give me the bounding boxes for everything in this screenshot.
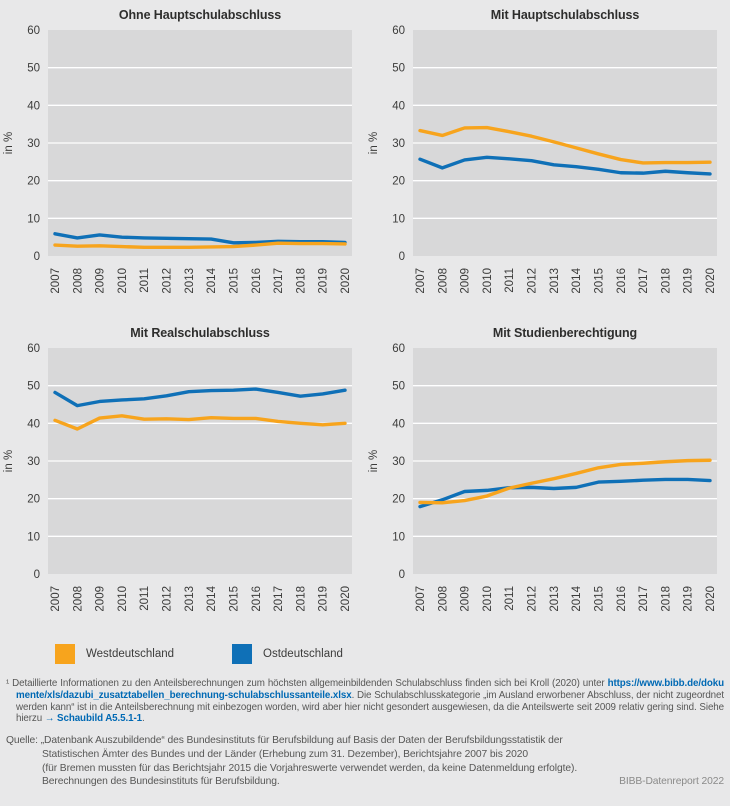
svg-text:60: 60 (392, 343, 405, 355)
chart-title: Ohne Hauptschulabschluss (118, 8, 282, 22)
svg-text:2018: 2018 (660, 268, 673, 294)
chart-mit-studienberechtigung (365, 318, 730, 636)
svg-text:2018: 2018 (295, 268, 308, 294)
svg-text:20: 20 (392, 493, 405, 506)
svg-text:50: 50 (392, 380, 405, 393)
svg-text:2009: 2009 (94, 586, 107, 612)
svg-text:20: 20 (27, 175, 40, 188)
source-block (6, 734, 724, 789)
svg-text:2015: 2015 (593, 586, 606, 612)
chart-title: Mit Realschulabschluss (130, 326, 270, 340)
svg-text:in %: in % (3, 131, 15, 155)
source-line: Statistischen Ämter des Bundes und der Länder (Erhebung zum 31. Dezember), Berichtsjahre 2007 bis 2020 (42, 748, 529, 760)
svg-text:2020: 2020 (705, 268, 717, 294)
svg-text:50: 50 (27, 380, 40, 393)
footnote (6, 678, 724, 725)
svg-text:2017: 2017 (273, 586, 286, 612)
svg-text:10: 10 (392, 213, 405, 226)
svg-text:20: 20 (392, 175, 405, 188)
svg-text:2018: 2018 (660, 586, 673, 612)
svg-text:50: 50 (27, 62, 40, 75)
svg-text:2011: 2011 (504, 268, 517, 293)
svg-text:2015: 2015 (228, 268, 241, 294)
svg-text:2010: 2010 (116, 268, 129, 294)
svg-text:2013: 2013 (548, 268, 561, 294)
svg-text:in %: in % (368, 131, 380, 155)
svg-text:2014: 2014 (571, 268, 584, 294)
svg-text:2017: 2017 (273, 268, 286, 294)
line-chart (365, 24, 730, 312)
legend (0, 638, 730, 670)
source-line: (für Bremen mussten für das Berichtsjahr 2015 die Vorjahreswerte verwendet werden, da keine Datenmeldung erfolgte). (42, 762, 578, 774)
svg-text:2017: 2017 (638, 586, 651, 612)
svg-text:2009: 2009 (459, 586, 472, 612)
chart-title: Mit Hauptschulabschluss (490, 8, 640, 22)
svg-text:2008: 2008 (437, 268, 450, 294)
svg-text:2014: 2014 (571, 586, 584, 612)
svg-text:in %: in % (368, 449, 380, 473)
line-chart (0, 24, 365, 312)
footnote-text: . Die Schulabschlusskategorie „im Ausland erworbener Abschluss, der nicht zugeordnet werden kann“ ist in die Anteilsberechnung mit einbezogen worden, wird aber hier nicht gesondert ausgewiesen, da die Anteilswerte seit 2009 relativ gering sind. Siehe hierzu (16, 689, 724, 725)
svg-text:60: 60 (392, 25, 405, 37)
svg-text:2020: 2020 (340, 586, 352, 612)
svg-text:0: 0 (398, 569, 405, 581)
legend-swatch-ost (232, 644, 252, 664)
svg-text:2007: 2007 (415, 268, 427, 294)
footnote-text: ¹ Detaillierte Informationen zu den Anteilsberechnungen zum höchsten allgemeinbildenden Schulabschluss finden sich bei Kroll (2020) unter (6, 678, 608, 689)
svg-text:2016: 2016 (615, 268, 628, 294)
line-chart (365, 342, 730, 630)
svg-text:40: 40 (27, 100, 40, 113)
report-label: BIBB-Datenreport 2022 (619, 776, 724, 788)
svg-text:2019: 2019 (317, 586, 330, 612)
svg-text:10: 10 (27, 531, 40, 544)
legend-label: Westdeutschland (86, 648, 175, 660)
svg-text:2009: 2009 (459, 268, 472, 294)
svg-text:2013: 2013 (183, 586, 196, 612)
svg-text:50: 50 (392, 62, 405, 75)
svg-text:30: 30 (27, 138, 40, 150)
svg-text:60: 60 (27, 343, 40, 355)
source-line (6, 734, 724, 748)
svg-text:2010: 2010 (481, 586, 494, 612)
svg-text:2007: 2007 (50, 268, 62, 294)
source-line: Berechnungen des Bundesinstituts für Berufsbildung. (42, 776, 280, 788)
legend-label: Ostdeutschland (263, 648, 343, 660)
svg-text:2020: 2020 (340, 268, 352, 294)
line-chart (0, 342, 365, 630)
svg-text:2012: 2012 (526, 268, 539, 294)
svg-text:2007: 2007 (415, 586, 427, 612)
svg-text:10: 10 (27, 213, 40, 226)
footnote-link[interactable]: https://www.bibb.de/dokumente/xls/dazubi_zusatztabellen_berechnung-schulabschlussanteile.xlsx (16, 678, 724, 701)
svg-text:40: 40 (27, 418, 40, 431)
svg-text:2017: 2017 (638, 268, 651, 294)
svg-text:2010: 2010 (481, 268, 494, 294)
svg-text:60: 60 (27, 25, 40, 37)
legend-item-westdeutschland (55, 644, 174, 664)
source-label: Quelle: (6, 735, 38, 746)
svg-text:2016: 2016 (250, 586, 263, 612)
chart-title: Mit Studienberechtigung (492, 326, 638, 340)
svg-text:40: 40 (392, 418, 405, 431)
svg-text:2012: 2012 (526, 586, 539, 612)
svg-text:2007: 2007 (50, 586, 62, 612)
svg-text:2010: 2010 (116, 586, 129, 612)
svg-text:2016: 2016 (250, 268, 263, 294)
svg-text:2015: 2015 (228, 586, 241, 612)
chart-ohne-hauptschulabschluss (0, 0, 365, 318)
svg-text:30: 30 (392, 456, 405, 468)
svg-text:0: 0 (398, 251, 405, 263)
svg-text:2014: 2014 (206, 268, 219, 294)
svg-text:0: 0 (33, 569, 40, 581)
svg-text:2008: 2008 (72, 586, 85, 612)
svg-text:2011: 2011 (504, 586, 517, 611)
svg-text:2013: 2013 (183, 268, 196, 294)
svg-text:2018: 2018 (295, 586, 308, 612)
svg-text:2011: 2011 (139, 586, 152, 611)
svg-text:40: 40 (392, 100, 405, 113)
footnote-text: . (141, 713, 145, 725)
svg-text:2008: 2008 (72, 268, 85, 294)
svg-text:10: 10 (392, 531, 405, 544)
svg-text:2016: 2016 (615, 586, 628, 612)
svg-text:2009: 2009 (94, 268, 107, 294)
legend-swatch-west (55, 644, 75, 664)
svg-text:30: 30 (392, 138, 405, 150)
svg-text:2012: 2012 (161, 268, 174, 294)
svg-text:2015: 2015 (593, 268, 606, 294)
legend-item-ostdeutschland (232, 644, 343, 664)
svg-text:2019: 2019 (682, 586, 695, 612)
svg-text:0: 0 (33, 251, 40, 263)
svg-text:20: 20 (27, 493, 40, 506)
svg-text:2008: 2008 (437, 586, 450, 612)
svg-text:2020: 2020 (705, 586, 717, 612)
svg-text:2013: 2013 (548, 586, 561, 612)
svg-text:2019: 2019 (682, 268, 695, 294)
svg-text:2012: 2012 (161, 586, 174, 612)
chart-mit-realschulabschluss (0, 318, 365, 636)
source-text: „Datenbank Auszubildende“ des Bundesinstituts für Berufsbildung auf Basis der Daten der Berufsbildungsstatistik der (40, 735, 563, 746)
svg-text:2011: 2011 (139, 268, 152, 293)
svg-text:30: 30 (27, 456, 40, 468)
svg-text:2014: 2014 (206, 586, 219, 612)
footnote-link[interactable]: → Schaubild A5.5.1-1 (44, 713, 142, 725)
svg-text:2019: 2019 (317, 268, 330, 294)
svg-text:in %: in % (3, 449, 15, 473)
chart-mit-hauptschulabschluss (365, 0, 730, 318)
